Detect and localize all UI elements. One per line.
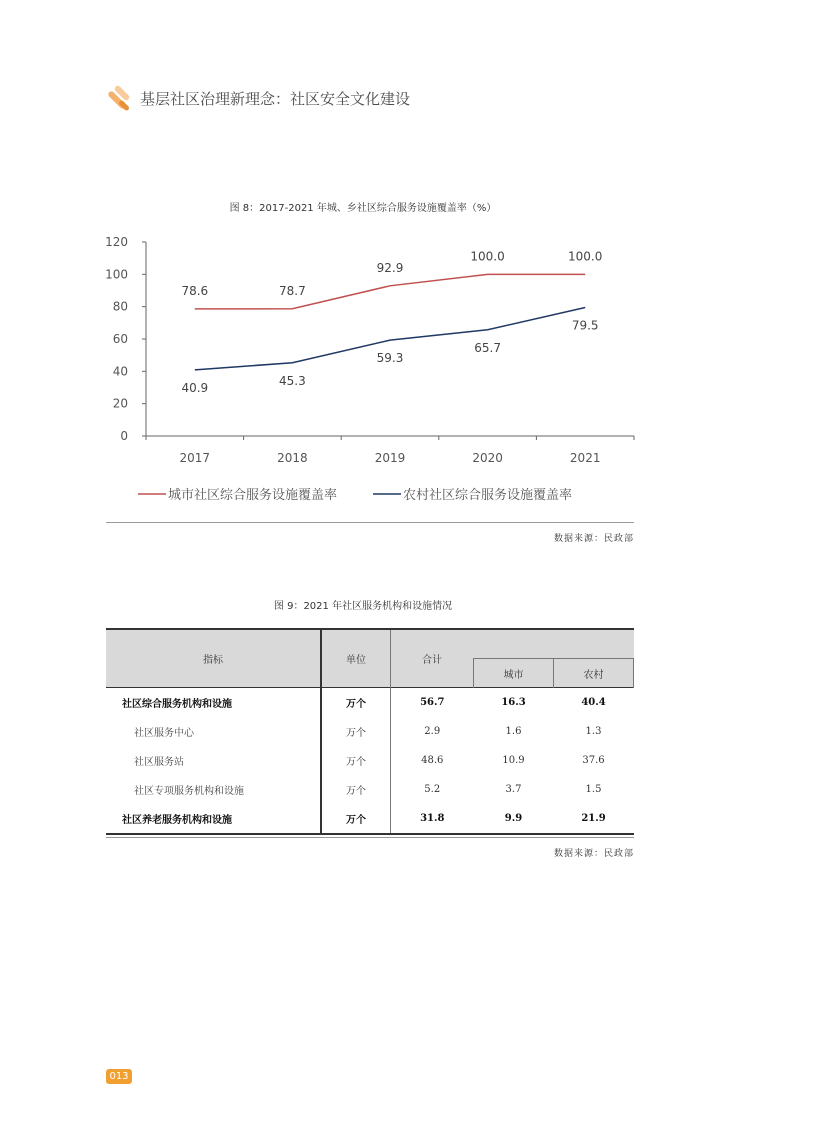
figure-9-source: 数据来源：民政部 [553, 849, 634, 859]
row-rural-cell: 21.9 [554, 804, 634, 834]
legend-label: 城市社区综合服务设施覆盖率 [168, 488, 338, 503]
table-row [106, 775, 634, 804]
figure-8-title: 图 8：2017-2021 年城、乡社区综合服务设施覆盖率（%） [229, 203, 497, 214]
y-tick-label: 80 [112, 299, 128, 314]
data-label: 40.9 [181, 380, 209, 395]
data-label: 59.3 [376, 351, 404, 366]
page-header [104, 84, 410, 112]
data-label: 100.0 [470, 249, 505, 264]
x-tick-label: 2017 [179, 451, 211, 465]
row-rural-cell: 1.3 [585, 726, 602, 737]
data-label: 100.0 [568, 249, 603, 264]
row-rural-cell: 40.4 [554, 688, 634, 718]
series-line-urban [195, 274, 585, 309]
data-label: 78.7 [279, 283, 306, 298]
row-unit-cell: 万个 [321, 717, 391, 746]
header-title: 基层社区治理新理念：社区安全文化建设 [140, 89, 411, 108]
figure-8-source: 数据来源：民政部 [553, 534, 634, 544]
row-rural-cell: 1.5 [585, 784, 602, 795]
header-total: 合计 [391, 629, 474, 688]
data-label: 79.5 [571, 318, 599, 333]
table-row [106, 688, 634, 718]
row-total-cell: 31.8 [391, 804, 474, 834]
x-tick-label: 2020 [472, 451, 503, 465]
row-unit-cell: 万个 [321, 688, 391, 718]
row-city-cell: 3.7 [505, 784, 522, 795]
coverage-line-chart [96, 228, 656, 518]
row-total-cell: 2.9 [424, 726, 441, 737]
figure-8-divider [106, 522, 634, 523]
row-unit-cell: 万个 [321, 804, 391, 834]
x-tick-label: 2019 [374, 451, 406, 465]
legend-label: 农村社区综合服务设施覆盖率 [403, 488, 573, 503]
row-rural-cell: 37.6 [582, 755, 605, 766]
row-total-cell: 5.2 [424, 784, 441, 795]
table-row [106, 746, 634, 775]
row-indicator-cell: 社区专项服务机构和设施 [134, 786, 244, 797]
row-indicator-cell: 社区养老服务机构和设施 [106, 804, 321, 834]
row-indicator-cell: 社区综合服务机构和设施 [106, 688, 321, 718]
data-label: 65.7 [474, 340, 501, 355]
row-city-cell: 10.9 [502, 755, 525, 766]
x-tick-label: 2021 [569, 451, 601, 465]
header-rural: 农村 [554, 659, 634, 688]
row-total-cell: 56.7 [391, 688, 474, 718]
row-city-cell: 1.6 [505, 726, 522, 737]
table-row [106, 804, 634, 834]
y-tick-label: 100 [105, 267, 128, 282]
data-label: 45.3 [279, 373, 306, 388]
row-city-cell: 16.3 [474, 688, 554, 718]
y-tick-label: 40 [112, 364, 128, 379]
header-unit: 单位 [321, 629, 391, 688]
service-facilities-table [106, 628, 634, 835]
row-total-cell: 48.6 [421, 755, 444, 766]
header-indicator: 指标 [106, 629, 321, 688]
header-city: 城市 [474, 659, 554, 688]
header-blank [474, 629, 634, 659]
row-city-cell: 9.9 [474, 804, 554, 834]
page-number: 013 [106, 1069, 132, 1084]
y-tick-label: 60 [112, 332, 128, 346]
y-tick-label: 20 [112, 396, 128, 411]
y-tick-label: 120 [105, 235, 128, 249]
data-label: 78.6 [181, 283, 209, 298]
row-indicator-cell: 社区服务中心 [134, 728, 194, 739]
figure-9-divider [106, 837, 634, 838]
brand-logo-icon [104, 84, 134, 112]
row-unit-cell: 万个 [321, 746, 391, 775]
row-indicator-cell: 社区服务站 [134, 757, 184, 768]
data-label: 92.9 [376, 260, 404, 275]
x-tick-label: 2018 [277, 451, 308, 465]
row-unit-cell: 万个 [321, 775, 391, 804]
figure-9-title: 图 9：2021 年社区服务机构和设施情况 [273, 601, 453, 612]
y-tick-label: 0 [120, 429, 128, 443]
table-row [106, 717, 634, 746]
